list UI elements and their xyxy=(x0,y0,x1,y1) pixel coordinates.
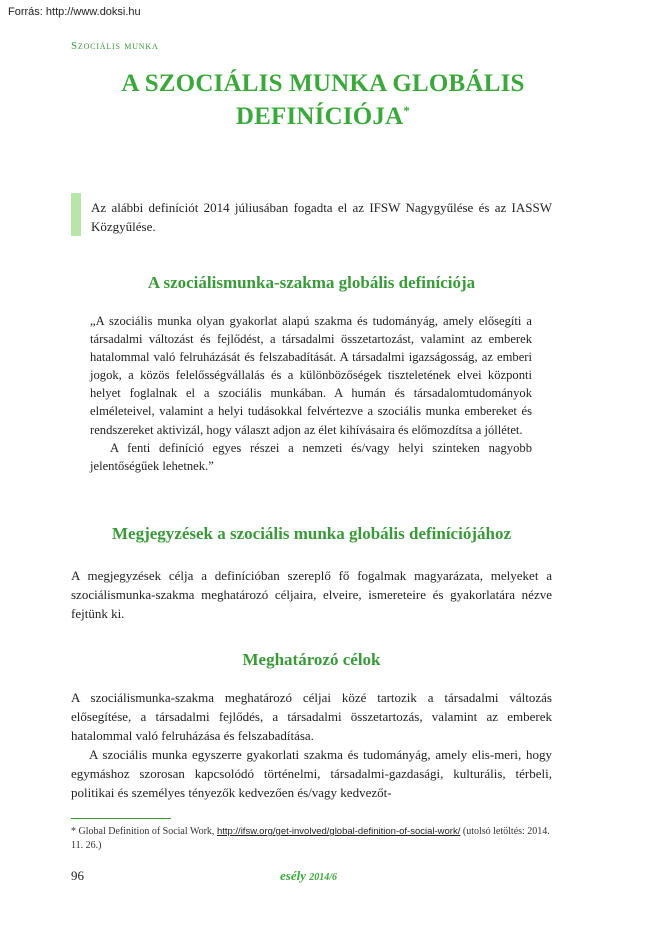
journal-title: esély xyxy=(280,868,306,883)
footnote-marker: * xyxy=(71,826,76,837)
goals-paragraph-2: A szociális munka egyszerre gyakorlati szakma és tudományág, amely elis-meri, hogy egymáshoz szorosan kapcsolódó történelmi, társadalmi-gazdasági, kulturális, térbeli, politikai és személyes tényezők kedvezően és/vagy kedvezőt- xyxy=(71,747,552,800)
footnote-link[interactable]: http://ifsw.org/get-involved/global-definition-of-social-work/ xyxy=(216,826,461,837)
notes-paragraph: A megjegyzések célja a definícióban szereplő fő fogalmak magyarázata, melyeket a szociálismunka-szakma meghatározó céljaira, elveire, ismereteire és gyakorlatára nézve fejtünk ki. xyxy=(71,568,552,621)
section-label: Szociális munka xyxy=(71,40,159,52)
title-line-2-text: DEFINÍCIÓJA xyxy=(235,103,404,130)
footnote-text-before: Global Definition of Social Work, xyxy=(78,826,215,837)
footnote-divider xyxy=(71,818,171,819)
page-title xyxy=(80,70,566,130)
title-line-2 xyxy=(80,97,566,130)
definition-quote xyxy=(90,312,532,475)
heading-notes: Megjegyzések a szociális munka globális definíciójához xyxy=(111,524,511,543)
footnote-text-after: (utolsó letöltés: 2014. 11. 26.) xyxy=(71,826,550,851)
title-footnote-marker: * xyxy=(403,103,411,118)
goals-paragraph-1: A szociálismunka-szakma meghatározó céljai közé tartozik a társadalmi változás elősegítése, a társadalmi fejlődés, a társadalmi összetartozás, valamint az emberek hatalommal való felruházása és felszabadítása. xyxy=(71,690,552,743)
footnote xyxy=(71,825,552,853)
journal-name xyxy=(280,868,337,884)
intro-accent-bar xyxy=(71,193,81,236)
title-line-1: A SZOCIÁLIS MUNKA GLOBÁLIS xyxy=(121,70,525,97)
quote-paragraph-1: „A szociális munka olyan gyakorlat alapú szakma és tudományág, amely elősegíti a társadalmi változást és fejlődést, a társadalmi összetartozást, valamint az emberek hatalommal való felruházását és felszabadítását. A társadalmi igazságosság, az emberi jogok, a közös felelősségvállalás és a különbözőségek tiszteletének elvei központi helyet foglalnak el a szociális munkában. A humán és társadalomtudományok elméleteivel, valamint a helyi tudásokkal felvértezve a szociális munka embereket és rendszereket aktivizál, hogy választ adjon az élet kihívásaira és előmozdítsa a jóllétet. xyxy=(90,314,532,437)
goals-text xyxy=(71,688,552,802)
intro-text: Az alábbi definíciót 2014 júliusában fogadta el az IFSW Nagygyűlése és az IASSW Közgyűlése. xyxy=(91,200,552,234)
journal-issue: 2014/6 xyxy=(309,872,338,883)
source-note: Forrás: http://www.doksi.hu xyxy=(8,6,141,18)
page-number: 96 xyxy=(71,868,84,883)
heading-definition: A szociálismunka-szakma globális definíciója xyxy=(147,273,476,292)
quote-paragraph-2: A fenti definíció egyes részei a nemzeti és/vagy helyi szinteken nagyobb jelentőségűek lehetnek.” xyxy=(90,440,532,473)
heading-goals: Meghatározó célok xyxy=(242,650,381,669)
